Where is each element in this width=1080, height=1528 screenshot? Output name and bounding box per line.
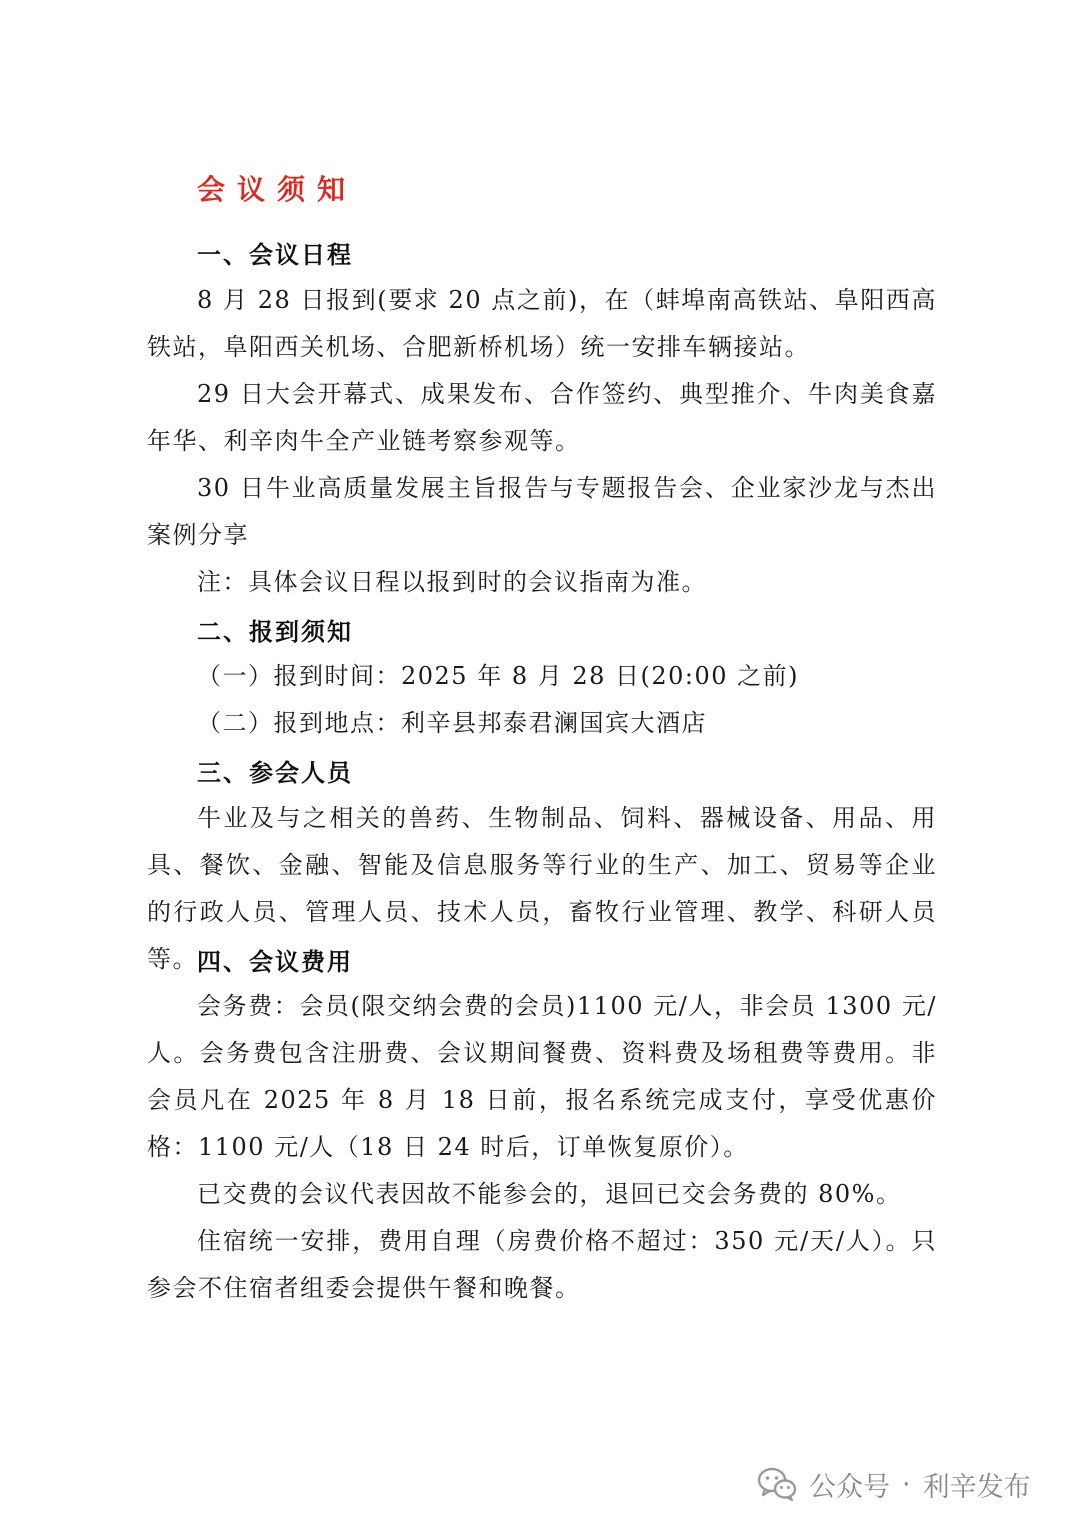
fees-paragraph: 会务费：会员(限交纳会费的会员)1100 元/人，非会员 1300 元/人。会务费包含注册费、会议期间餐费、资料费及场租费等费用。非会员凡在 2025 年 8 月 18 日前，报名系统完成支付，享受优惠价格：1100 元/人（18 日 24 时后，订单恢复原价）。 xyxy=(147,992,937,1161)
registration-time: （一）报到时间：2025 年 8 月 28 日(20:00 之前) xyxy=(197,662,800,690)
attendees-paragraph: 牛业及与之相关的兽药、生物制品、饲料、器械设备、用品、用具、餐饮、金融、智能及信息服务等行业的生产、加工、贸易等企业的行政人员、管理人员、技术人员，畜牧行业管理、教学、科研人员等。 xyxy=(147,804,937,973)
watermark-source: 公众号 xyxy=(809,1471,890,1503)
document-title: 会议须知 xyxy=(197,173,358,206)
watermark xyxy=(757,1462,1031,1506)
schedule-paragraph-day28: 8 月 28 日报到(要求 20 点之前)，在（蚌埠南高铁站、阜阳西高铁站，阜阳西关机场、合肥新桥机场）统一安排车辆接站。 xyxy=(147,286,937,361)
section-heading-schedule: 一、会议日程 xyxy=(197,241,353,269)
schedule-paragraph-day30: 30 日牛业高质量发展主旨报告与专题报告会、企业家沙龙与杰出案例分享 xyxy=(147,474,937,549)
refund-paragraph: 已交费的会议代表因故不能参会的，退回已交会务费的 80%。 xyxy=(197,1180,902,1208)
section-heading-attendees: 三、参会人员 xyxy=(197,759,353,787)
section-heading-registration: 二、报到须知 xyxy=(197,618,353,646)
watermark-account: 利辛发布 xyxy=(922,1471,1031,1503)
section-heading-fees: 四、会议费用 xyxy=(197,948,353,976)
accommodation-paragraph: 住宿统一安排，费用自理（房费价格不超过：350 元/天/人）。只参会不住宿者组委会提供午餐和晚餐。 xyxy=(147,1227,937,1302)
schedule-note: 注：具体会议日程以报到时的会议指南为准。 xyxy=(197,568,707,596)
wechat-icon xyxy=(757,1466,797,1502)
registration-location: （二）报到地点：利辛县邦泰君澜国宾大酒店 xyxy=(197,709,707,737)
schedule-paragraph-day29: 29 日大会开幕式、成果发布、合作签约、典型推介、牛肉美食嘉年华、利辛肉牛全产业链考察参观等。 xyxy=(147,380,937,455)
watermark-separator: · xyxy=(902,1468,911,1500)
